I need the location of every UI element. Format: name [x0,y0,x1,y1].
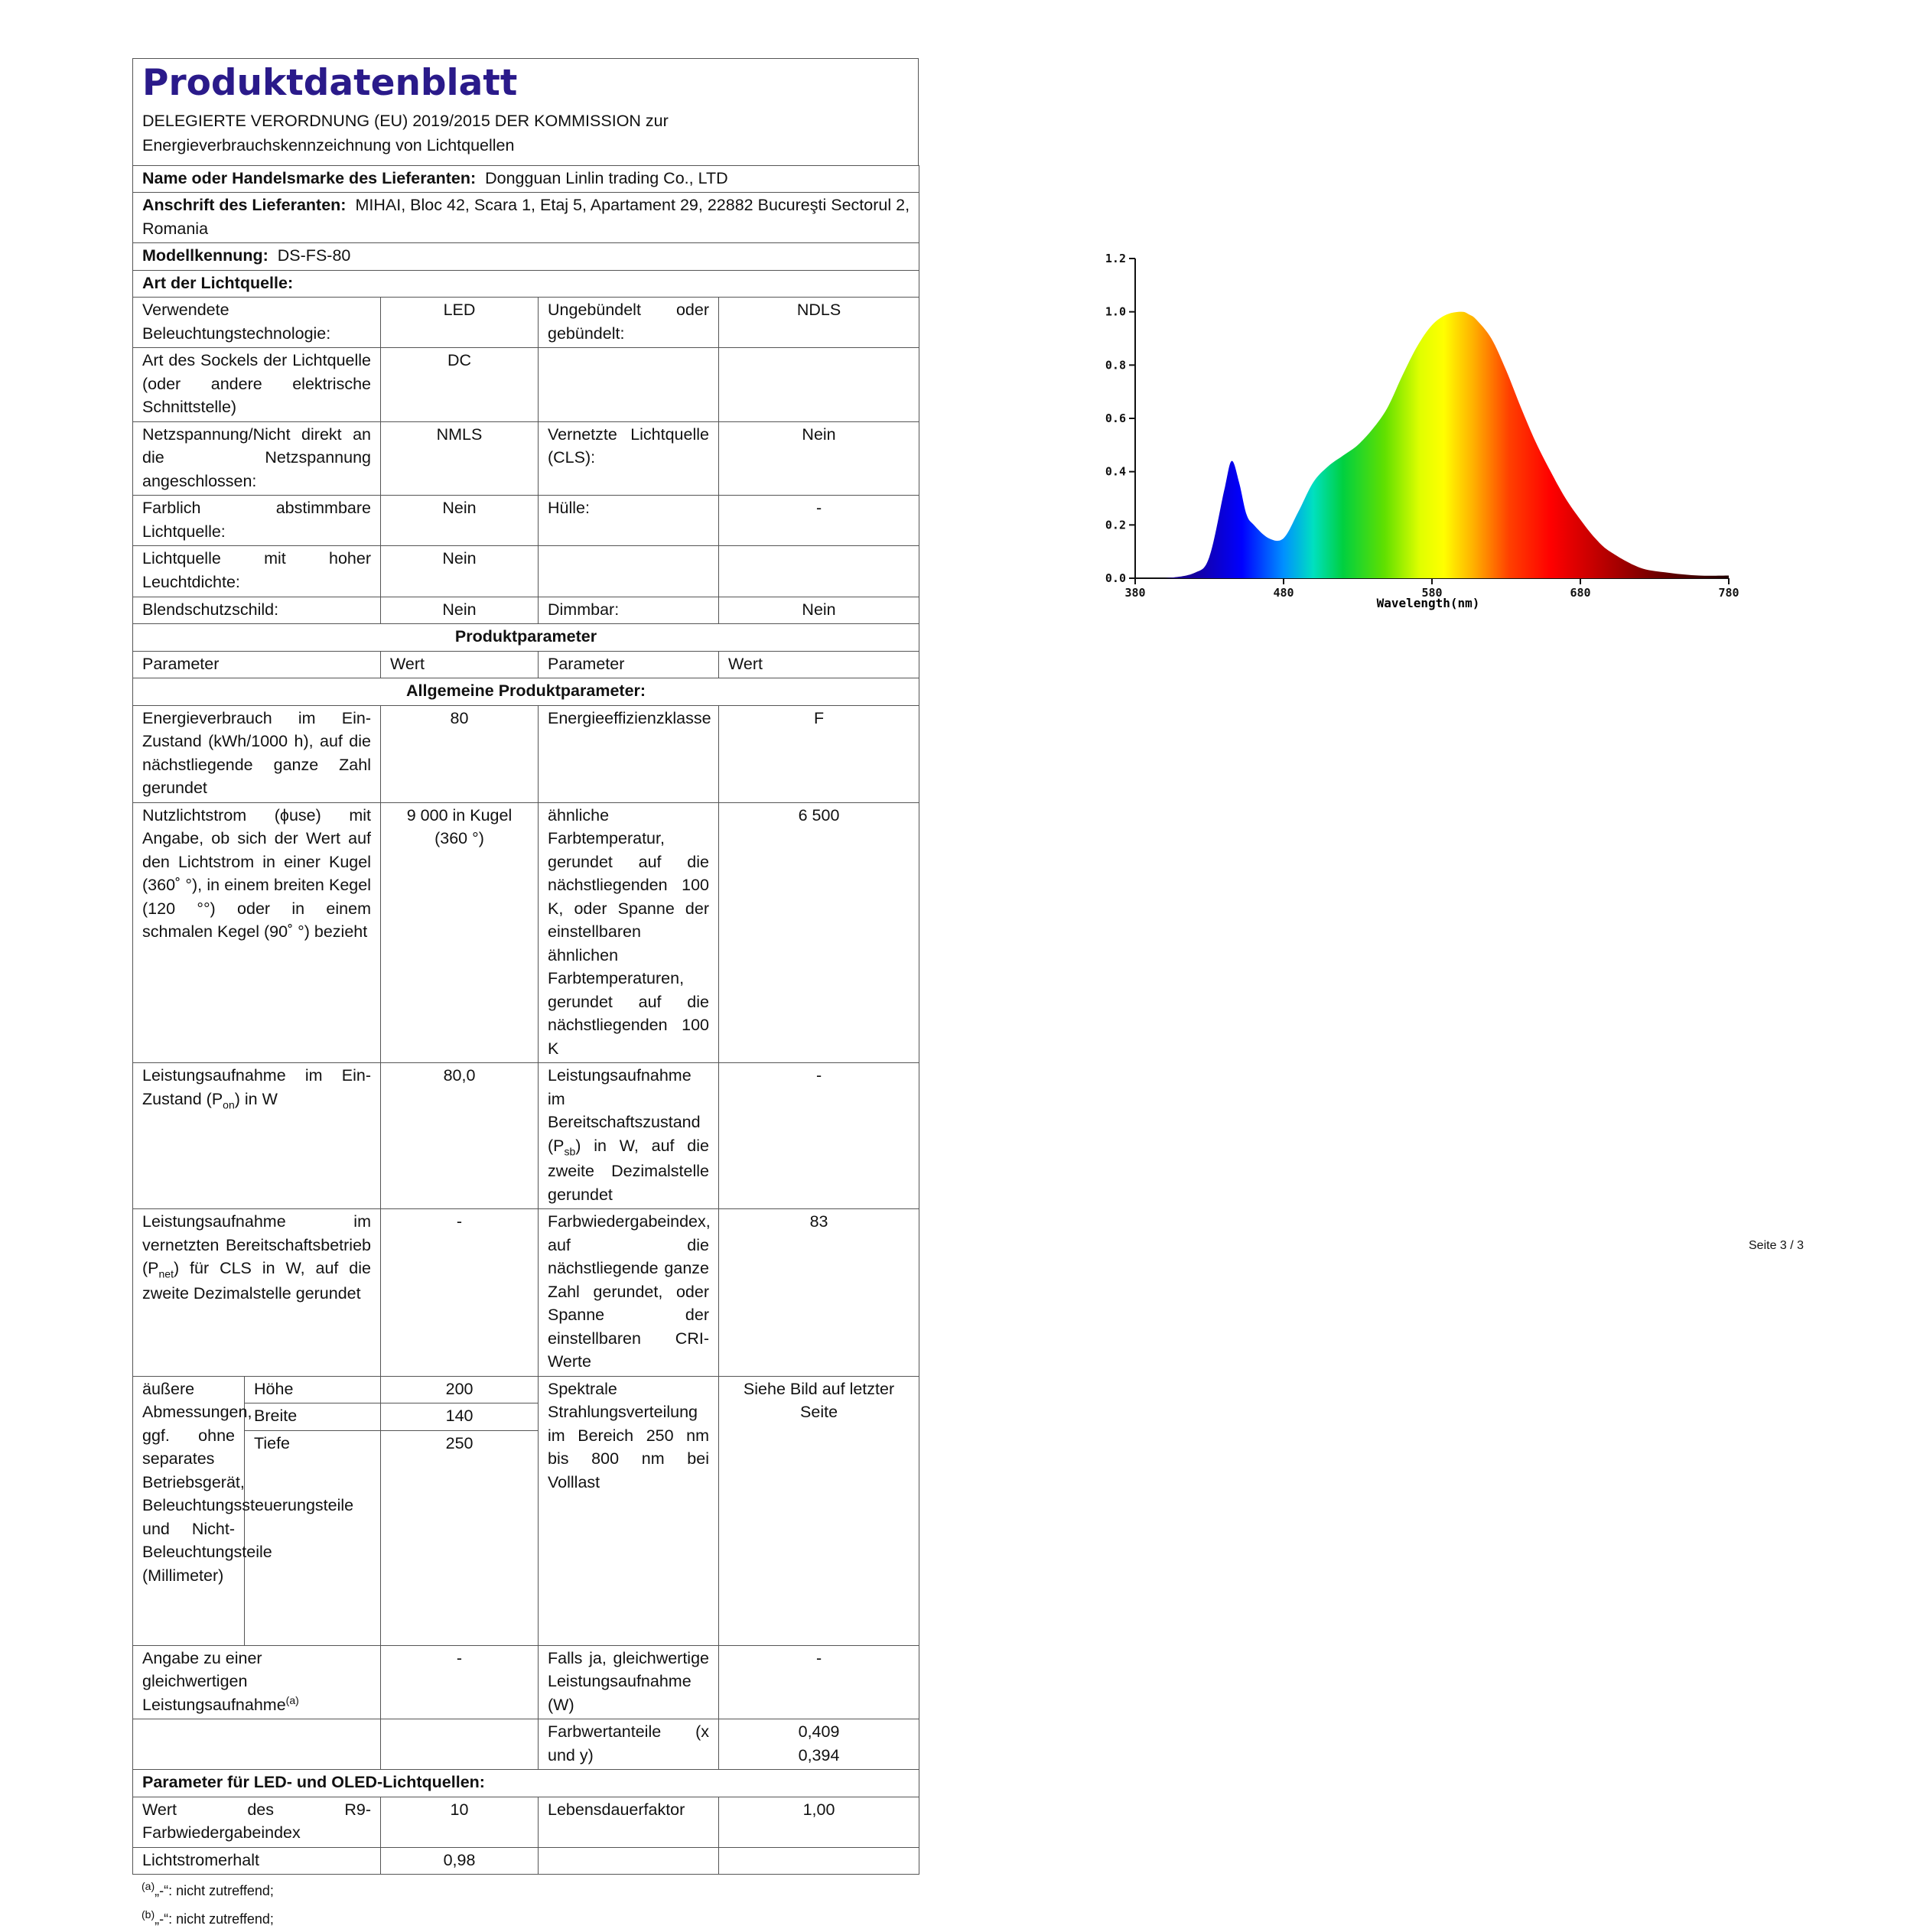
type-value: Nein [719,421,919,496]
dimension-row [245,1430,538,1645]
type-row [133,421,919,496]
standby-power-label: Leistungsaufnahme im Bereitschaftszustand $(P_{sb})$ in W, auf die zweite Dezimalstelle gerundet [539,1063,719,1209]
dimension-row [245,1403,538,1431]
dimension-row [245,1377,538,1403]
type-row [133,546,919,597]
spectrum-area [1135,312,1729,578]
network-standby-value: - [381,1209,539,1377]
survival-factor-value: 1,00 [719,1797,919,1847]
type-value [719,546,919,597]
type-value: - [719,496,919,546]
chromaticity-label: Farbwertanteile (x und y) [539,1719,719,1770]
r9-value: 10 [381,1797,539,1847]
x-tick-label: 380 [1124,586,1146,600]
type-label: Netzspannung/Nicht direkt an die Netzspannung angeschlossen: [133,421,381,496]
equivalent-power-yes-label: Falls ja, gleichwertige Leistungsaufnahme (W) [539,1645,719,1719]
standby-power-value: - [719,1063,919,1209]
type-row [133,348,919,422]
type-header-row [133,270,919,298]
type-label: Ungebündelt oder gebündelt: [539,298,719,348]
type-value: Nein [381,597,539,624]
general-params-header: Allgemeine Produktparameter: [133,678,919,706]
datasheet [132,58,919,1932]
color-temperature-value: 6 500 [719,802,919,1063]
title-box [132,58,919,165]
chromaticity-value [719,1719,919,1770]
type-value: Nein [719,597,919,624]
y-tick-label: 0.0 [1105,571,1126,585]
type-label: Hülle: [539,496,719,546]
column-header-parameter: Parameter [539,651,719,678]
model-label: Modellkennung: [142,246,268,265]
type-value: Nein [381,546,539,597]
regulation-line-1: DELEGIERTE VERORDNUNG (EU) 2019/2015 DER KOMMISSION zur [142,112,669,131]
page-number: Seite 3 / 3 [1749,1239,1804,1252]
equivalent-power-yes-value: - [719,1645,919,1719]
type-value: DC [381,348,539,422]
x-tick-label: 480 [1273,586,1294,600]
dimensions-row [133,1376,919,1645]
dimensions-label: äußere Abmessungen, ggf. ohne separates Betriebsgerät, Beleuchtungssteuerungsteile und Nicht-Beleuchtungsteile (Millimeter) [133,1376,245,1645]
luminous-flux-label: Nutzlichtstrom (ϕuse) mit Angabe, ob sich der Wert auf den Lichtstrom in einer Kugel (360˚ °), in einem breiten Kegel (120 °°) oder in einem schmalen Kegel (90˚ °) bezieht [133,802,381,1063]
type-label: Dimmbar: [539,597,719,624]
dimension-value: 140 [381,1403,538,1431]
energy-consumption-label: Energieverbrauch im Ein-Zustand (kWh/1000 h), auf die nächstliegende ganze Zahl gerundet [133,705,381,802]
type-label: Art des Sockels der Lichtquelle (oder andere elektrische Schnittstelle) [133,348,381,422]
supplier-address-row [133,193,919,243]
supplier-name-value: Dongguan Linlin trading Co., LTD [485,168,728,187]
network-power-row [133,1209,919,1377]
lumen-maintenance-row [133,1847,919,1875]
general-header-row [133,678,919,706]
type-label: Blendschutzschild: [133,597,381,624]
equivalent-power-value: - [381,1645,539,1719]
chromaticity-y: 0,394 [798,1745,840,1764]
power-on-label: Leistungsaufnahme im Ein-Zustand $(P_{on})$ in W [133,1063,381,1209]
energy-consumption-value: 80 [381,705,539,802]
type-value [719,348,919,422]
lumen-maintenance-label: Lichtstromerhalt [133,1847,381,1875]
type-header: Art der Lichtquelle: [133,270,919,298]
type-label: Lichtquelle mit hoher Leuchtdichte: [133,546,381,597]
type-value: NDLS [719,298,919,348]
equivalent-power-label: Angabe zu einer gleichwertigen Leistungsaufnahme$^{(a)}$ [133,1645,381,1719]
model-row [133,243,919,271]
supplier-address-value: MIHAI, Bloc 42, Scara 1, Etaj 5, Apartament 29, 22882 Bucureşti Sectorul 2, Romania [142,196,910,238]
regulation-line-2: Energieverbrauchskennzeichnung von Lichtquellen [142,135,515,154]
footnotes [132,1876,919,1931]
document-title: Produktdatenblatt [142,62,518,104]
params-header-row [133,624,919,652]
column-header-parameter: Parameter [133,651,381,678]
y-tick-label: 1.0 [1105,304,1126,319]
params-columns-row [133,651,919,678]
type-row [133,298,919,348]
type-label [539,348,719,422]
y-tick-label: 1.2 [1105,252,1126,265]
power-row [133,1063,919,1209]
y-tick-label: 0.8 [1105,358,1126,372]
dimension-label: Höhe [245,1377,381,1403]
chromaticity-row [133,1719,919,1770]
supplier-name-row [133,165,919,193]
led-header-row [133,1770,919,1797]
x-tick-label: 680 [1570,586,1591,600]
type-label: Farblich abstimmbare Lichtquelle: [133,496,381,546]
luminous-flux-value: 9 000 in Kugel (360 °) [381,802,539,1063]
supplier-address-label: Anschrift des Lieferanten: [142,196,347,215]
model-value: DS-FS-80 [277,246,351,265]
survival-factor-label: Lebensdauerfaktor [539,1797,719,1847]
type-row [133,496,919,546]
x-tick-label: 580 [1421,586,1443,600]
dimension-value: 200 [381,1377,538,1403]
type-label: Verwendete Beleuchtungstechnologie: [133,298,381,348]
equivalent-power-row [133,1645,919,1719]
supplier-name-label: Name oder Handelsmarke des Lieferanten: [142,168,477,187]
energy-class-label: Energieeffizienzklasse [539,705,719,802]
power-on-value: 80,0 [381,1063,539,1209]
type-value: Nein [381,496,539,546]
type-value: NMLS [381,421,539,496]
color-temperature-label: ähnliche Farbtemperatur, gerundet auf die nächstliegenden 100 K, oder Spanne der einstellbaren ähnlichen Farbtemperaturen, gerundet auf die nächstliegenden 100 K [539,802,719,1063]
type-label [539,546,719,597]
network-standby-label: Leistungsaufnahme im vernetzten Bereitschaftsbetrieb $(P_{net})$ für CLS in W, auf die zweite Dezimalstelle gerundet [133,1209,381,1377]
r9-row [133,1797,919,1847]
dimension-label: Tiefe [245,1430,381,1645]
r9-label: Wert des R9-Farbwiedergabeindex [133,1797,381,1847]
footnote-a: $^{(a)}$„-“: nicht zutreffend; [142,1880,274,1899]
spectral-distribution-value: Siehe Bild auf letzter Seite [719,1376,919,1645]
chromaticity-x: 0,409 [798,1722,840,1742]
type-label: Vernetzte Lichtquelle (CLS): [539,421,719,496]
type-row [133,597,919,624]
flux-row [133,802,919,1063]
energy-class-value: F [719,705,919,802]
energy-row [133,705,919,802]
x-tick-label: 780 [1718,586,1739,600]
led-params-header: Parameter für LED- und OLED-Lichtquellen: [133,1770,919,1797]
datasheet-table [132,165,919,1875]
column-header-value: Wert [381,651,539,678]
lumen-maintenance-value: 0,98 [381,1847,539,1875]
spectral-distribution-label: Spektrale Strahlungsverteilung im Bereich 250 nm bis 800 nm bei Volllast [539,1376,719,1645]
dimension-value: 250 [381,1430,538,1645]
dimension-label: Breite [245,1403,381,1431]
footnote-b: $^{(b)}$„-“: nicht zutreffend; [142,1908,274,1927]
type-value: LED [381,298,539,348]
column-header-value: Wert [719,651,919,678]
x-axis-label: Wavelength(nm) [1376,596,1480,610]
cri-label: Farbwiedergabeindex, auf die nächstliegende ganze Zahl gerundet, oder Spanne der einstellbaren CRI-Werte [539,1209,719,1377]
y-tick-label: 0.6 [1105,411,1126,425]
params-header: Produktparameter [133,624,919,652]
y-tick-label: 0.4 [1105,464,1126,479]
y-tick-label: 0.2 [1105,518,1126,532]
cri-value: 83 [719,1209,919,1377]
spectral-distribution-chart [1085,245,1743,627]
